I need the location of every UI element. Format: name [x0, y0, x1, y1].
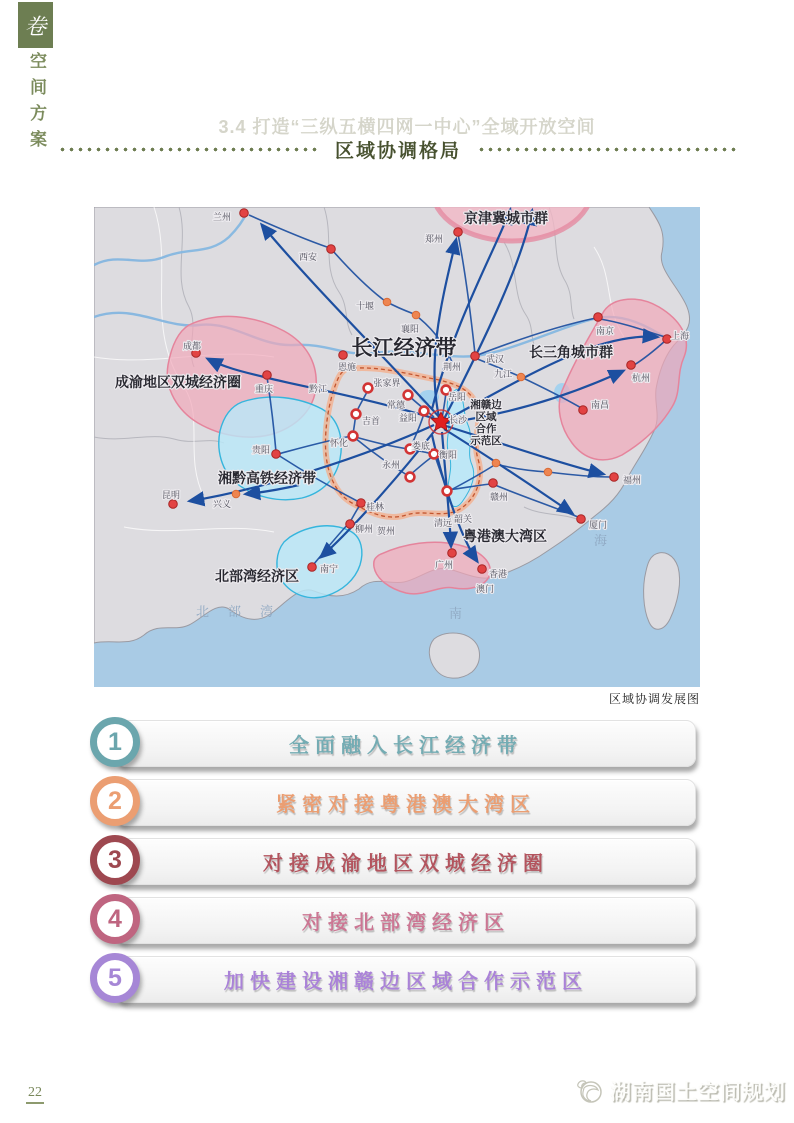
- page-subtitle: 区域协调格局: [335, 140, 462, 162]
- svg-text:南: 南: [448, 606, 466, 621]
- svg-text:永州: 永州: [381, 460, 401, 470]
- svg-text:十堰: 十堰: [355, 301, 375, 311]
- hainan-island: [429, 633, 479, 678]
- svg-text:吉首: 吉首: [361, 416, 381, 426]
- list-row-1: [90, 720, 696, 766]
- svg-text:北 部 湾: 北 部 湾: [195, 604, 277, 619]
- list-bar: [116, 956, 696, 1003]
- map-caption: 区域协调发展图: [608, 692, 700, 706]
- dotted-divider-left: [58, 147, 319, 152]
- svg-text:常德: 常德: [386, 400, 406, 410]
- publisher-logo-icon: [574, 1076, 604, 1106]
- list-item-label: 加快建设湘赣边区域合作示范区: [224, 971, 588, 993]
- greater-bay-region: [374, 542, 490, 594]
- list-item-label: 对接成渝地区双城经济圈: [263, 853, 549, 875]
- list-number-badge: 3: [90, 835, 140, 885]
- svg-text:长三角城市群: 长三角城市群: [529, 344, 613, 360]
- list-bar: [116, 720, 696, 767]
- list-row-2: [90, 779, 696, 825]
- subtitle-row: [58, 138, 738, 160]
- svg-text:海: 海: [593, 533, 611, 548]
- list-item-label: 全面融入长江经济带: [289, 735, 523, 757]
- sidebar-vertical-title: 空间方案: [27, 52, 46, 156]
- region-coordination-map: [94, 207, 700, 707]
- svg-text:重庆: 重庆: [254, 384, 274, 394]
- svg-text:昆明: 昆明: [161, 490, 181, 500]
- strategy-list: [90, 720, 696, 1015]
- list-bar: [116, 838, 696, 885]
- list-number-badge: 2: [90, 776, 140, 826]
- svg-text:京津冀城市群: 京津冀城市群: [464, 210, 548, 226]
- svg-text:兰州: 兰州: [212, 212, 232, 222]
- svg-text:岳阳: 岳阳: [447, 392, 467, 402]
- svg-text:成渝地区双城经济圈: 成渝地区双城经济圈: [115, 374, 241, 390]
- list-item-label: 对接北部湾经济区: [302, 912, 510, 934]
- svg-text:襄阳: 襄阳: [400, 324, 420, 334]
- svg-text:区域: 区域: [475, 411, 497, 423]
- svg-text:武汉: 武汉: [485, 354, 505, 364]
- svg-text:示范区: 示范区: [470, 435, 502, 447]
- svg-text:张家界: 张家界: [373, 378, 401, 388]
- svg-text:兴义: 兴义: [212, 499, 232, 509]
- svg-text:湘赣边: 湘赣边: [470, 399, 502, 411]
- dotted-divider-right: [477, 147, 738, 152]
- svg-text:湘黔高铁经济带: 湘黔高铁经济带: [218, 470, 316, 486]
- svg-text:郑州: 郑州: [424, 234, 444, 244]
- svg-text:益阳: 益阳: [398, 413, 418, 423]
- list-row-3: [90, 838, 696, 884]
- page-number: 22: [26, 1085, 44, 1104]
- svg-text:广州: 广州: [434, 560, 454, 570]
- svg-text:贺州: 贺州: [376, 526, 396, 536]
- svg-text:娄底: 娄底: [411, 441, 431, 451]
- svg-text:杭州: 杭州: [631, 373, 651, 383]
- list-number-badge: 5: [90, 953, 140, 1003]
- publisher-name: 湖南国土空间规划: [610, 1081, 786, 1104]
- list-item-label: 紧密对接粤港澳大湾区: [276, 794, 536, 816]
- svg-text:长江经济带: 长江经济带: [351, 337, 457, 360]
- svg-text:桂林: 桂林: [365, 502, 385, 512]
- svg-text:恩施: 恩施: [337, 362, 357, 372]
- svg-text:黔江: 黔江: [308, 384, 328, 394]
- svg-text:成都: 成都: [182, 341, 202, 351]
- svg-text:上海: 上海: [670, 331, 690, 341]
- map-canvas: [94, 207, 700, 687]
- svg-text:贵阳: 贵阳: [251, 445, 271, 455]
- logo-glyph: 卷: [24, 13, 47, 39]
- svg-text:合作: 合作: [475, 423, 497, 435]
- svg-text:南宁: 南宁: [319, 564, 339, 574]
- svg-text:韶关: 韶关: [453, 514, 473, 524]
- svg-text:九江: 九江: [493, 369, 513, 379]
- list-number-badge: 4: [90, 894, 140, 944]
- svg-text:怀化: 怀化: [329, 438, 349, 448]
- svg-text:南京: 南京: [595, 326, 615, 336]
- list-row-4: [90, 897, 696, 943]
- svg-text:南昌: 南昌: [590, 400, 610, 410]
- list-number-badge: 1: [90, 717, 140, 767]
- svg-text:赣州: 赣州: [489, 492, 509, 502]
- svg-text:柳州: 柳州: [354, 524, 374, 534]
- list-row-5: [90, 956, 696, 1002]
- svg-text:粤港澳大湾区: 粤港澳大湾区: [463, 528, 547, 544]
- svg-text:衡阳: 衡阳: [438, 450, 458, 460]
- list-bar: [116, 897, 696, 944]
- svg-text:北部湾经济区: 北部湾经济区: [215, 568, 299, 584]
- svg-text:厦门: 厦门: [588, 520, 608, 530]
- list-bar: [116, 779, 696, 826]
- svg-text:荆州: 荆州: [442, 362, 462, 372]
- svg-text:香港: 香港: [488, 569, 508, 579]
- svg-text:长沙: 长沙: [448, 415, 468, 425]
- svg-text:西安: 西安: [298, 252, 318, 262]
- section-title: 3.4 打造“三纵五横四网一中心”全域开放空间: [218, 117, 596, 137]
- publisher-watermark: [574, 1076, 786, 1106]
- svg-text:清远: 清远: [433, 518, 453, 528]
- svg-text:澳门: 澳门: [475, 584, 495, 594]
- svg-text:福州: 福州: [622, 475, 642, 485]
- series-logo: [18, 2, 53, 48]
